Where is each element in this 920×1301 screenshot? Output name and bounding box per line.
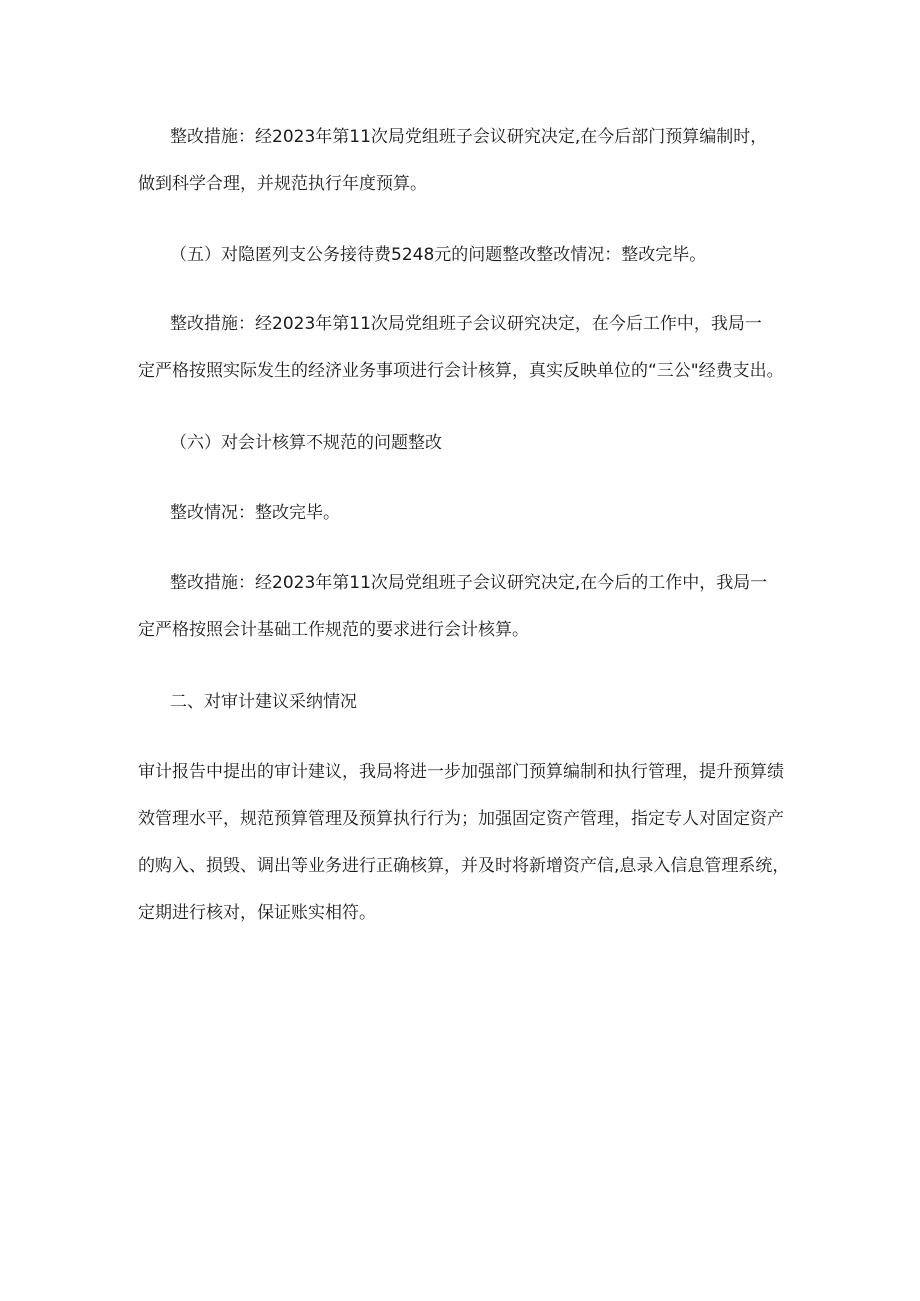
text-line: 审计报告中提出的审计建议，我局将进一步加强部门预算编制和执行管理，提升预算绩 — [138, 762, 784, 782]
text-line: 的购入、损毁、调出等业务进行正确核算，并及时将新增资产信,息录入信息管理系统， — [138, 856, 790, 876]
text-line: 定严格按照会计基础工作规范的要求进行会计核算。 — [138, 620, 529, 640]
paragraph-rectification-status — [138, 490, 798, 537]
text-line: 整改措施：经2023年第11次局党组班子会议研究决定,在今后的工作中，我局一 — [170, 573, 768, 593]
section-heading-six — [138, 420, 798, 467]
text-line: 整改情况：整改完毕。 — [170, 503, 340, 523]
text-line: 整改措施：经2023年第11次局党组班子会议研究决定，在今后工作中，我局一 — [170, 314, 762, 334]
paragraph-audit-suggestions — [138, 749, 798, 937]
paragraph-rectification-measure-2 — [138, 301, 798, 395]
text-line: 效管理水平，规范预算管理及预算执行行为；加强固定资产管理，指定专人对固定资产 — [138, 809, 784, 829]
text-line: 做到科学合理，并规范执行年度预算。 — [138, 174, 427, 194]
text-line: 二、对审计建议采纳情况 — [170, 692, 357, 712]
paragraph-rectification-measure-1 — [138, 114, 798, 208]
text-line: 定严格按照实际发生的经济业务事项进行会计核算，真实反映单位的“三公"经费支出。 — [138, 361, 784, 381]
section-heading-two — [138, 679, 798, 726]
text-line: 定期进行核对，保证账实相符。 — [138, 903, 376, 923]
text-line: （六）对会计核算不规范的问题整改 — [170, 433, 442, 453]
paragraph-rectification-measure-3 — [138, 560, 798, 654]
text-line: （五）对隐匿列支公务接待费5248元的问题整改整改情况：整改完毕。 — [170, 245, 707, 265]
section-heading-five — [138, 232, 798, 279]
text-line: 整改措施：经2023年第11次局党组班子会议研究决定,在今后部门预算编制时， — [170, 127, 768, 147]
